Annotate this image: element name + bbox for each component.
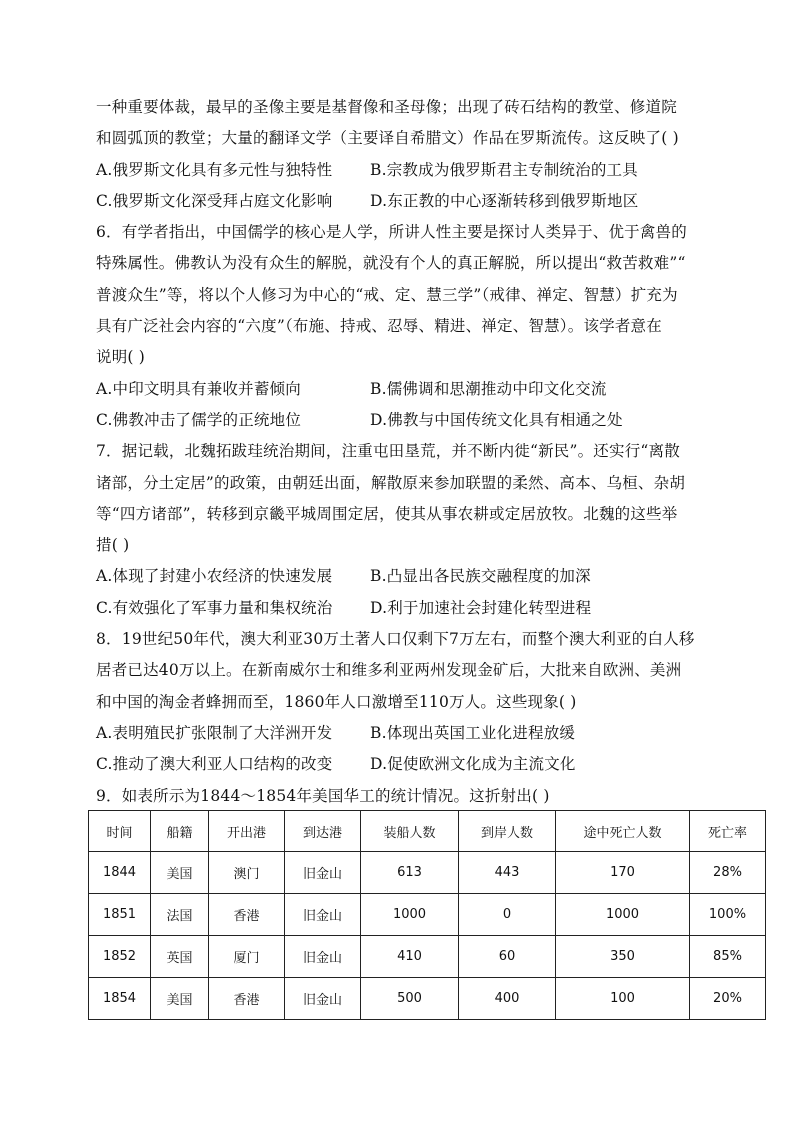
options-row <box>96 186 702 217</box>
table-cell: 1000 <box>556 894 690 936</box>
question-8-line: 8．19世纪50年代，澳大利亚30万土著人口仅剩下7万左右，而整个澳大利亚的白人移 <box>96 630 695 649</box>
table-cell: 1844 <box>89 852 151 894</box>
column-header: 到达港 <box>285 811 361 852</box>
table-cell: 法国 <box>151 894 209 936</box>
option-a: A.表明殖民扩张限制了大洋洲开发 <box>96 723 333 742</box>
question-7-line: 措( ) <box>96 536 130 555</box>
table-cell: 60 <box>459 936 556 978</box>
table-cell: 613 <box>361 852 459 894</box>
column-header: 途中死亡人数 <box>556 811 690 852</box>
column-header: 装船人数 <box>361 811 459 852</box>
table-cell: 400 <box>459 978 556 1020</box>
table-cell: 旧金山 <box>285 894 361 936</box>
paragraph-line: 一种重要体裁，最早的圣像主要是基督像和圣母像；出现了砖石结构的教堂、修道院 <box>96 98 677 116</box>
question-6-line: 说明( ) <box>96 348 146 367</box>
column-header: 到岸人数 <box>459 811 556 852</box>
statistics-table <box>88 810 766 1020</box>
table-header-row <box>89 811 766 852</box>
option-d: D.利于加速社会封建化转型进程 <box>370 598 592 617</box>
option-a: A.俄罗斯文化具有多元性与独特性 <box>96 160 333 179</box>
option-b: B.凸显出各民族交融程度的加深 <box>370 567 591 586</box>
table-cell: 0 <box>459 894 556 936</box>
option-d: D.佛教与中国传统文化具有相通之处 <box>370 410 623 429</box>
table-cell: 1854 <box>89 978 151 1020</box>
table-row <box>89 894 766 936</box>
table-cell: 香港 <box>209 978 285 1020</box>
column-header: 时间 <box>89 811 151 852</box>
option-a: A.体现了封建小农经济的快速发展 <box>96 567 333 586</box>
options-row <box>96 561 702 592</box>
question-6-line: 普渡众生”等，将以个人修习为中心的“戒、定、慧三学”（戒律、禅定、智慧）扩充为 <box>96 285 678 304</box>
question-6-line: 特殊属性。佛教认为没有众生的解脱，就没有个人的真正解脱，所以提出“救苦救难”“ <box>96 254 686 273</box>
options-row <box>96 718 702 749</box>
table-cell: 1852 <box>89 936 151 978</box>
table-cell: 100 <box>556 978 690 1020</box>
question-7-line: 7．据记载，北魏拓跋珪统治期间，注重屯田垦荒，并不断内徙“新民”。还实行“离散 <box>96 442 680 461</box>
question-7-line: 诸部，分土定居”的政策，由朝廷出面，解散原来参加联盟的柔然、高本、乌桓、杂胡 <box>96 473 686 492</box>
option-b: B.体现出英国工业化进程放缓 <box>370 723 576 742</box>
statistics-table-wrapper <box>88 810 766 1020</box>
question-7-line: 等“四方诸部”，转移到京畿平城周围定居，使其从事农耕或定居放牧。北魏的这些举 <box>96 504 678 523</box>
options-row <box>96 405 702 436</box>
table-cell: 100% <box>690 894 766 936</box>
question-6-line: 6．有学者指出，中国儒学的核心是人学，所讲人性主要是探讨人类异于、优于禽兽的 <box>96 223 687 242</box>
option-c: C.佛教冲击了儒学的正统地位 <box>96 410 302 429</box>
options-row <box>96 155 702 186</box>
table-cell: 美国 <box>151 978 209 1020</box>
option-b: B.宗教成为俄罗斯君主专制统治的工具 <box>370 160 638 179</box>
option-a: A.中印文明具有兼收并蓄倾向 <box>96 379 301 398</box>
table-cell: 28% <box>690 852 766 894</box>
column-header: 死亡率 <box>690 811 766 852</box>
option-d: D.促使欧洲文化成为主流文化 <box>370 755 576 774</box>
options-row <box>96 749 702 780</box>
table-cell: 20% <box>690 978 766 1020</box>
paragraph-line: 和圆弧顶的教堂；大量的翻译文学（主要译自希腊文）作品在罗斯流传。这反映了( ) <box>96 129 679 148</box>
table-cell: 350 <box>556 936 690 978</box>
table-cell: 1000 <box>361 894 459 936</box>
column-header: 船籍 <box>151 811 209 852</box>
table-row <box>89 852 766 894</box>
table-cell: 澳门 <box>209 852 285 894</box>
table-cell: 170 <box>556 852 690 894</box>
options-row <box>96 374 702 405</box>
table-cell: 厦门 <box>209 936 285 978</box>
column-header: 开出港 <box>209 811 285 852</box>
option-c: C.有效强化了军事力量和集权统治 <box>96 598 333 617</box>
table-cell: 美国 <box>151 852 209 894</box>
question-6-line: 具有广泛社会内容的“六度”（布施、持戒、忍辱、精进、禅定、智慧）。该学者意在 <box>96 317 662 336</box>
option-b: B.儒佛调和思潮推动中印文化交流 <box>370 379 607 398</box>
table-cell: 85% <box>690 936 766 978</box>
table-cell: 410 <box>361 936 459 978</box>
question-9-line: 9．如表所示为1844～1854年美国华工的统计情况。这折射出( ) <box>96 786 550 805</box>
option-c: C.推动了澳大利亚人口结构的改变 <box>96 755 333 774</box>
table-cell: 500 <box>361 978 459 1020</box>
table-cell: 英国 <box>151 936 209 978</box>
document-body <box>96 92 702 812</box>
table-cell: 旧金山 <box>285 936 361 978</box>
option-c: C.俄罗斯文化深受拜占庭文化影响 <box>96 191 333 210</box>
table-cell: 香港 <box>209 894 285 936</box>
table-row <box>89 978 766 1020</box>
table-row <box>89 936 766 978</box>
table-cell: 1851 <box>89 894 151 936</box>
table-cell: 旧金山 <box>285 978 361 1020</box>
question-8-line: 和中国的淘金者蜂拥而至，1860年人口激增至110万人。这些现象( ) <box>96 692 577 711</box>
table-cell: 443 <box>459 852 556 894</box>
option-d: D.东正教的中心逐渐转移到俄罗斯地区 <box>370 191 639 210</box>
question-8-line: 居者已达40万以上。在新南威尔士和维多利亚两州发现金矿后，大批来自欧洲、美洲 <box>96 661 682 680</box>
table-cell: 旧金山 <box>285 852 361 894</box>
options-row <box>96 593 702 624</box>
